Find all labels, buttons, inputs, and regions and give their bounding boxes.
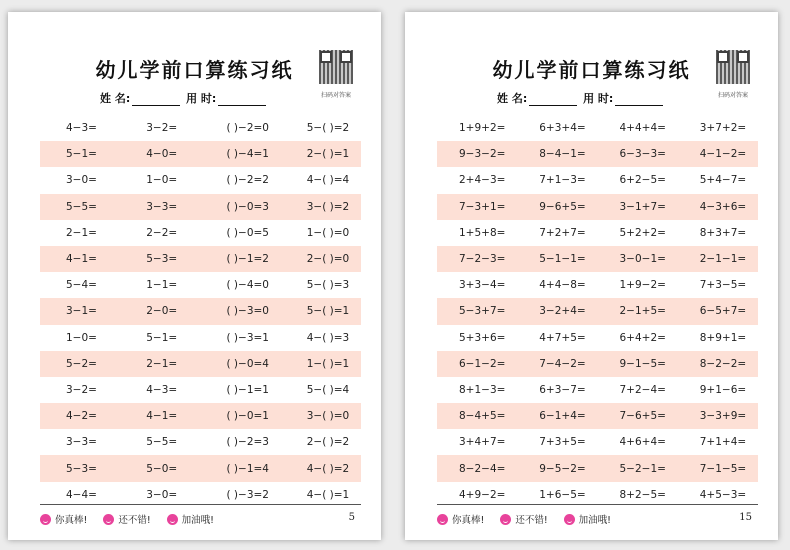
worksheet-page-right <box>405 12 778 540</box>
problem-cell: 1+9+2= <box>459 122 506 135</box>
problem-cell: 4−3= <box>146 383 178 396</box>
problem-cell: ( )−0=5 <box>226 226 269 239</box>
problem-cell: 2−( )=2 <box>306 436 350 449</box>
problem-row <box>40 220 361 246</box>
problem-cell: ( )−1=1 <box>226 383 269 396</box>
problem-cell: 4−( )=4 <box>306 174 350 187</box>
rating-label: 你真棒! <box>55 515 88 526</box>
problem-cell: ( )−0=3 <box>226 200 269 213</box>
problem-cell: 3+3−4= <box>459 279 506 292</box>
smiley-icon <box>564 514 575 525</box>
problem-cell: 6+3−7= <box>539 383 586 396</box>
rating-keep-going[interactable] <box>167 512 214 526</box>
rating-great[interactable] <box>40 512 87 526</box>
problem-cell: 1+9−2= <box>619 279 666 292</box>
problem-cell: 5−5= <box>146 436 178 449</box>
problem-cell: 7+1+4= <box>699 436 747 449</box>
problem-cell: 5−1−1= <box>539 253 586 266</box>
problem-cell: ( )−3=1 <box>226 331 269 344</box>
rating-label: 还不错! <box>515 515 548 526</box>
problem-cell: ( )−3=2 <box>226 488 269 501</box>
worksheet-title: 幼儿学前口算练习纸 <box>492 58 691 82</box>
problem-cell: 1−0= <box>146 174 178 187</box>
problem-cell: 9−6+5= <box>539 200 586 213</box>
problem-cell: 2−0= <box>146 305 178 318</box>
rating-keep-going[interactable] <box>564 512 611 526</box>
problem-cell: 4+4+4= <box>619 122 666 135</box>
problem-cell: 5−2= <box>66 357 97 370</box>
problem-row <box>40 455 361 481</box>
problem-row <box>40 115 361 141</box>
problem-row <box>40 403 361 429</box>
problem-row <box>437 298 758 324</box>
problem-cell: 5−3+7= <box>459 305 506 318</box>
problem-cell: 3+4+7= <box>459 436 506 449</box>
problem-cell: 2−1+5= <box>619 305 666 318</box>
problem-cell: 2−1= <box>146 357 178 370</box>
problem-cell: 7−2−3= <box>459 253 506 266</box>
problem-cell: 3−3= <box>66 436 97 449</box>
problem-cell: 1−( )=1 <box>306 357 350 370</box>
problem-row <box>437 403 758 429</box>
name-label: 姓 名: <box>100 92 131 105</box>
problem-cell: 4+9−2= <box>459 488 506 501</box>
problem-row <box>40 167 361 193</box>
name-label: 姓 名: <box>497 92 528 105</box>
problem-cell: ( )−4=0 <box>226 279 269 292</box>
problem-cell: 2−2= <box>146 226 178 239</box>
problem-cell: 3−2+4= <box>539 305 586 318</box>
problem-cell: 1−1= <box>146 279 178 292</box>
rating-footer <box>437 512 627 526</box>
rating-label: 加油哦! <box>578 515 611 526</box>
problem-cell: 7+1−3= <box>539 174 586 187</box>
problem-cell: 3−( )=2 <box>306 200 350 213</box>
smiley-icon <box>437 514 448 525</box>
problem-row <box>437 141 758 167</box>
problem-grid <box>40 115 361 508</box>
problem-row <box>40 272 361 298</box>
problem-cell: 8−2−2= <box>699 357 747 370</box>
smiley-icon <box>167 514 178 525</box>
problem-cell: 1+5+8= <box>459 226 506 239</box>
problem-cell: 5−( )=1 <box>306 305 350 318</box>
problem-cell: 3+7+2= <box>699 122 747 135</box>
problem-cell: 7+2+7= <box>539 226 586 239</box>
problem-cell: 5−3= <box>146 253 178 266</box>
name-time-fields <box>100 90 268 106</box>
smiley-icon <box>103 514 114 525</box>
problem-cell: 4−3= <box>66 122 97 135</box>
rating-label: 加油哦! <box>181 515 214 526</box>
problem-row <box>437 272 758 298</box>
problem-cell: 5−2−1= <box>619 462 666 475</box>
problem-cell: 6−3−3= <box>619 148 666 161</box>
problem-cell: 7−4−2= <box>539 357 586 370</box>
problem-cell: ( )−2=2 <box>226 174 269 187</box>
qr-caption: 扫码对答案 <box>717 92 748 99</box>
problem-cell: 5−( )=4 <box>306 383 350 396</box>
problem-cell: 4+6+4= <box>619 436 666 449</box>
name-blank[interactable] <box>132 95 180 106</box>
problem-cell: 6+3+4= <box>539 122 586 135</box>
problem-cell: 5−1= <box>146 331 178 344</box>
rating-good[interactable] <box>103 512 150 526</box>
problem-cell: 4−( )=2 <box>306 462 350 475</box>
problem-row <box>437 377 758 403</box>
problem-cell: 4−( )=3 <box>306 331 350 344</box>
problem-cell: ( )−3=0 <box>226 305 269 318</box>
problem-cell: 1−( )=0 <box>306 226 350 239</box>
problem-cell: 8−4+5= <box>459 410 506 423</box>
page-number: 5 <box>348 512 355 523</box>
rating-good[interactable] <box>500 512 547 526</box>
problem-row <box>437 246 758 272</box>
problem-cell: ( )−0=1 <box>226 410 269 423</box>
problem-cell: 6−1−2= <box>459 357 506 370</box>
time-label: 用 时: <box>583 92 614 105</box>
problem-grid <box>437 115 758 508</box>
problem-row <box>437 429 758 455</box>
problem-cell: 3−3+9= <box>699 410 747 423</box>
worksheet-title: 幼儿学前口算练习纸 <box>95 58 294 82</box>
problem-cell: 3−2= <box>66 383 97 396</box>
problem-cell: 4−4= <box>66 488 97 501</box>
rating-footer <box>40 512 230 526</box>
problem-cell: 3−1+7= <box>619 200 666 213</box>
problem-cell: ( )−2=0 <box>226 122 269 135</box>
problem-row <box>437 167 758 193</box>
problem-cell: 5−( )=2 <box>306 122 350 135</box>
page-number: 15 <box>739 512 752 523</box>
problem-cell: 3−0= <box>66 174 97 187</box>
problem-cell: 3−0= <box>146 488 178 501</box>
problem-row <box>40 377 361 403</box>
problem-cell: 8−2−4= <box>459 462 506 475</box>
problem-row <box>437 351 758 377</box>
problem-row <box>40 141 361 167</box>
name-time-fields <box>497 90 665 106</box>
problem-cell: 8+3+7= <box>699 226 747 239</box>
problem-row <box>40 351 361 377</box>
smiley-icon <box>40 514 51 525</box>
problem-cell: 9−3−2= <box>459 148 506 161</box>
problem-cell: 4+4−8= <box>539 279 586 292</box>
problem-cell: 8−4−1= <box>539 148 586 161</box>
problem-cell: 5+2+2= <box>619 226 666 239</box>
problem-cell: 4−1= <box>146 410 178 423</box>
problem-cell: 2−1−1= <box>699 253 747 266</box>
problem-cell: 7+3+5= <box>539 436 586 449</box>
footer-divider <box>40 504 361 505</box>
problem-cell: 4−1= <box>66 253 97 266</box>
rating-label: 还不错! <box>118 515 151 526</box>
problem-row <box>40 246 361 272</box>
problem-cell: 4+5−3= <box>699 488 747 501</box>
problem-cell: ( )−2=3 <box>226 436 269 449</box>
problem-cell: 1+6−5= <box>539 488 586 501</box>
problem-cell: 4−3+6= <box>699 200 747 213</box>
rating-great[interactable] <box>437 512 484 526</box>
problem-cell: 4+7+5= <box>539 331 586 344</box>
problem-cell: ( )−1=4 <box>226 462 269 475</box>
problem-cell: ( )−0=4 <box>226 357 269 370</box>
problem-row <box>437 115 758 141</box>
problem-cell: 4−0= <box>146 148 178 161</box>
problem-cell: 4−( )=1 <box>306 488 350 501</box>
problem-cell: 5+4−7= <box>699 174 747 187</box>
problem-cell: 3−0−1= <box>619 253 666 266</box>
problem-row <box>40 325 361 351</box>
problem-cell: 2−1= <box>66 226 97 239</box>
qr-code-icon[interactable] <box>716 50 750 84</box>
problem-row <box>40 194 361 220</box>
problem-cell: 5−0= <box>146 462 178 475</box>
problem-cell: 5−1= <box>66 148 97 161</box>
problem-row <box>437 455 758 481</box>
qr-code-icon[interactable] <box>319 50 353 84</box>
problem-row <box>40 429 361 455</box>
name-blank[interactable] <box>529 95 577 106</box>
problem-cell: 5+3+6= <box>459 331 506 344</box>
problem-cell: 4−1−2= <box>699 148 747 161</box>
problem-cell: 9−1−5= <box>619 357 666 370</box>
problem-cell: 5−5= <box>66 200 97 213</box>
problem-row <box>437 325 758 351</box>
problem-cell: 2−( )=0 <box>306 253 350 266</box>
problem-cell: 1−0= <box>66 331 97 344</box>
problem-cell: 8+9+1= <box>699 331 747 344</box>
problem-cell: 6+2−5= <box>619 174 666 187</box>
problem-cell: 3−1= <box>66 305 97 318</box>
problem-cell: 3−( )=0 <box>306 410 350 423</box>
time-blank[interactable] <box>218 95 266 106</box>
time-label: 用 时: <box>186 92 217 105</box>
problem-row <box>437 194 758 220</box>
problem-cell: ( )−4=1 <box>226 148 269 161</box>
problem-cell: 7−1−5= <box>699 462 747 475</box>
problem-cell: 7−3+1= <box>459 200 506 213</box>
problem-cell: 6−5+7= <box>699 305 747 318</box>
problem-cell: 8+2−5= <box>619 488 666 501</box>
problem-cell: 8+1−3= <box>459 383 506 396</box>
problem-cell: 5−3= <box>66 462 97 475</box>
problem-cell: 6−1+4= <box>539 410 586 423</box>
problem-cell: 2−( )=1 <box>306 148 350 161</box>
time-blank[interactable] <box>615 95 663 106</box>
problem-cell: 9+1−6= <box>699 383 747 396</box>
problem-row <box>40 298 361 324</box>
problem-cell: ( )−1=2 <box>226 253 269 266</box>
problem-row <box>437 220 758 246</box>
problem-cell: 6+4+2= <box>619 331 666 344</box>
worksheet-page-left <box>8 12 381 540</box>
footer-divider <box>437 504 758 505</box>
problem-cell: 7+3−5= <box>699 279 747 292</box>
smiley-icon <box>500 514 511 525</box>
problem-cell: 7−6+5= <box>619 410 666 423</box>
problem-cell: 5−( )=3 <box>306 279 350 292</box>
problem-cell: 3−2= <box>146 122 178 135</box>
problem-cell: 4−2= <box>66 410 97 423</box>
problem-cell: 9−5−2= <box>539 462 586 475</box>
qr-caption: 扫码对答案 <box>320 92 351 99</box>
problem-cell: 2+4−3= <box>459 174 506 187</box>
problem-cell: 3−3= <box>146 200 178 213</box>
rating-label: 你真棒! <box>452 515 485 526</box>
problem-cell: 7+2−4= <box>619 383 666 396</box>
problem-cell: 5−4= <box>66 279 97 292</box>
